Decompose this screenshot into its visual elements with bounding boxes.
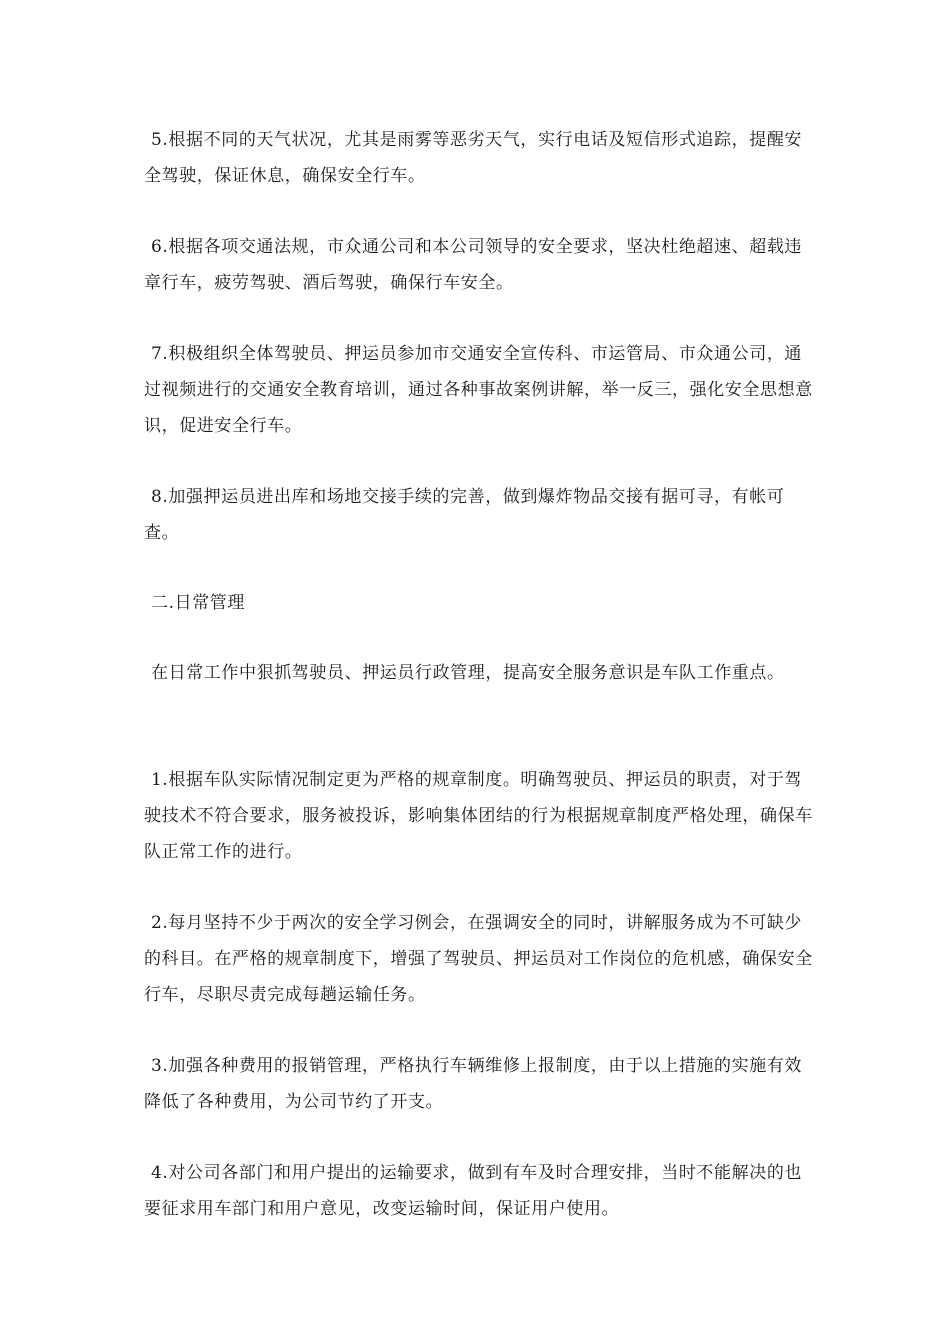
- paragraph-item-2: 2.每月坚持不少于两次的安全学习例会，在强调安全的同时，讲解服务成为不可缺少的科目。在严格的规章制度下，增强了驾驶员、押运员对工作岗位的危机感，确保安全行车，尽职尽责完成每趟运输任务。: [144, 913, 813, 1005]
- section-heading-daily-management: 二.日常管理: [151, 593, 246, 613]
- section-intro-paragraph: 在日常工作中狠抓驾驶员、押运员行政管理，提高安全服务意识是车队工作重点。: [151, 663, 785, 683]
- paragraph-item-5: 5.根据不同的天气状况，尤其是雨雾等恶劣天气，实行电话及短信形式追踪，提醒安全驾驶，保证休息，确保安全行车。: [144, 130, 803, 186]
- paragraph-item-6: 6.根据各项交通法规，市众通公司和本公司领导的安全要求，坚决杜绝超速、超载违章行车，疲劳驾驶、酒后驾驶，确保行车安全。: [144, 237, 803, 293]
- paragraph-item-1: 1.根据车队实际情况制定更为严格的规章制度。明确驾驶员、押运员的职责，对于驾驶技术不符合要求，服务被投诉，影响集体团结的行为根据规章制度严格处理，确保车队正常工作的进行。: [144, 770, 813, 862]
- paragraph-item-7: 7.积极组织全体驾驶员、押运员参加市交通安全宣传科、市运管局、市众通公司，通过视频进行的交通安全教育培训，通过各种事故案例讲解，举一反三，强化安全思想意识，促进安全行车。: [144, 344, 813, 436]
- paragraph-item-3: 3.加强各种费用的报销管理，严格执行车辆维修上报制度，由于以上措施的实施有效降低了各种费用，为公司节约了开支。: [144, 1056, 803, 1112]
- paragraph-item-8: 8.加强押运员进出库和场地交接手续的完善，做到爆炸物品交接有据可寻，有帐可查。: [144, 487, 785, 543]
- paragraph-item-4: 4.对公司各部门和用户提出的运输要求，做到有车及时合理安排，当时不能解决的也要征求用车部门和用户意见，改变运输时间，保证用户使用。: [144, 1163, 803, 1219]
